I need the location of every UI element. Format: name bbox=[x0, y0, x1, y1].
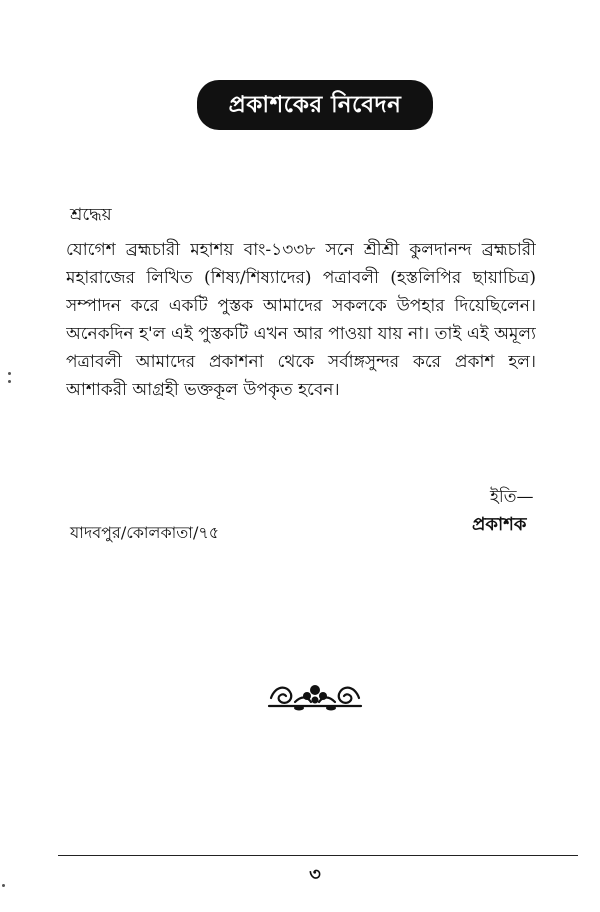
floral-ornament-icon bbox=[265, 676, 365, 716]
title-banner bbox=[197, 80, 433, 130]
page-title: প্রকাশকের নিবেদন bbox=[228, 91, 402, 118]
body-line-2: মহারাজের লিখিত (শিষ্য/শিষ্যাদের) পত্রাবলী (হস্তলিপির ছায়াচিত্র) bbox=[66, 268, 536, 288]
margin-mark bbox=[2, 884, 5, 887]
body-line-3: সম্পাদন করে একটি পুস্তক আমাদের সকলকে উপহার দিয়েছিলেন। bbox=[66, 296, 536, 316]
salutation: শ্রদ্ধেয় bbox=[70, 205, 112, 225]
address: যাদবপুর/কোলকাতা/৭৫ bbox=[70, 523, 220, 542]
margin-mark bbox=[8, 372, 11, 375]
closing-iti: ইতি— bbox=[490, 487, 534, 507]
body-line-5: পত্রাবলী আমাদের প্রকাশনা থেকে সর্বাঙ্গসুন্দর করে প্রকাশ হল। bbox=[66, 352, 536, 372]
body-line-1: যোগেশ ব্রহ্মচারী মহাশয় বাং-১৩৩৮ সনে শ্রীশ্রী কুলদানন্দ ব্রহ্মচারী bbox=[66, 240, 536, 260]
margin-mark bbox=[8, 380, 11, 383]
body-line-4: অনেকদিন হ'ল এই পুস্তকটি এখন আর পাওয়া যায় না। তাই এই অমূল্য bbox=[66, 324, 536, 344]
publisher-signature: প্রকাশক bbox=[472, 514, 527, 535]
body-line-6: আশাকরী আগ্রহী ভক্তকূল উপকৃত হবেন। bbox=[66, 380, 340, 400]
footer-divider bbox=[58, 855, 578, 856]
page-number: ৩ bbox=[309, 864, 321, 885]
